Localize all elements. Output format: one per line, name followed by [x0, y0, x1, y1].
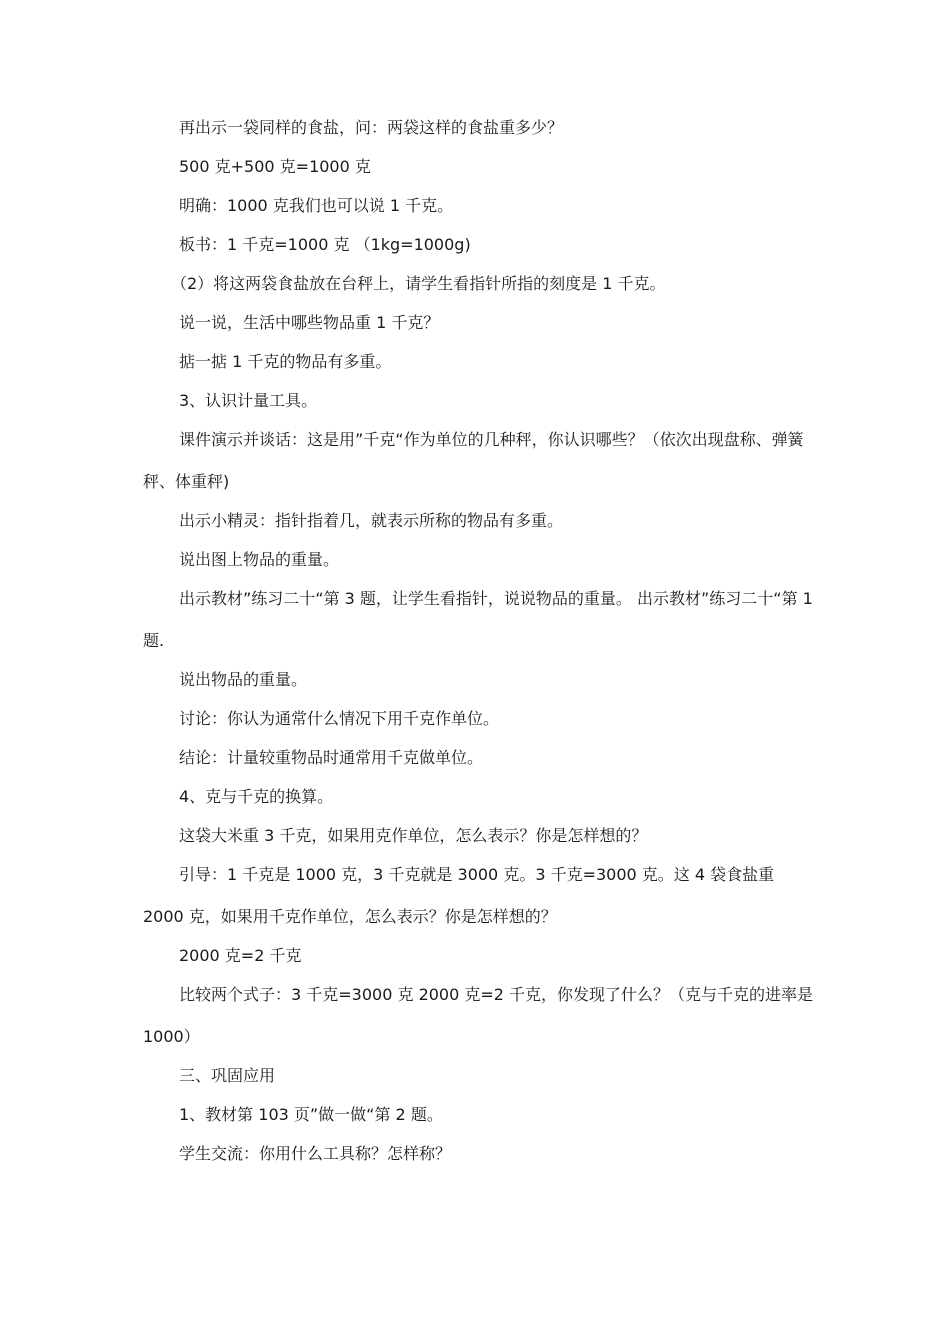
- paragraph: 课件演示并谈话：这是用”千克“作为单位的几种秤，你认识哪些？（依次出现盘称、弹簧秤、体重秤): [143, 430, 804, 491]
- paragraph: 结论：计量较重物品时通常用千克做单位。: [179, 748, 484, 767]
- paragraph: 讨论：你认为通常什么情况下用千克作单位。: [179, 709, 500, 728]
- paragraph: 比较两个式子：3 千克=3000 克 2000 克=2 千克，你发现了什么？（克与千克的进率是 1000）: [143, 985, 814, 1046]
- paragraph: 明确：1000 克我们也可以说 1 千克。: [179, 196, 454, 215]
- paragraph: （2）将这两袋食盐放在台秤上，请学生看指针所指的刻度是 1 千克。: [171, 274, 666, 293]
- paragraph: 再出示一袋同样的食盐，问：两袋这样的食盐重多少？: [179, 118, 564, 137]
- paragraph: 1、教材第 103 页”做一做“第 2 题。: [179, 1105, 443, 1124]
- document-body: [143, 118, 815, 1183]
- paragraph: 出示教材”练习二十“第 3 题，让学生看指针，说说物品的重量。 出示教材”练习二十“第 1 题.: [143, 589, 813, 650]
- paragraph: 出示小精灵：指针指着几，就表示所称的物品有多重。: [179, 511, 564, 530]
- paragraph: 说一说，生活中哪些物品重 1 千克？: [179, 313, 440, 332]
- paragraph: 学生交流：你用什么工具称？怎样称？: [179, 1144, 452, 1163]
- paragraph: 2000 克=2 千克: [179, 946, 302, 965]
- section-heading: 4、克与千克的换算。: [179, 787, 334, 806]
- paragraph: 板书：1 千克=1000 克 （1kg=1000g): [179, 235, 471, 254]
- section-heading: 3、认识计量工具。: [179, 391, 318, 410]
- paragraph: 500 克+500 克=1000 克: [179, 157, 371, 176]
- section-heading: 三、巩固应用: [179, 1066, 276, 1085]
- paragraph: 这袋大米重 3 千克，如果用克作单位，怎么表示？你是怎样想的？: [179, 826, 648, 845]
- paragraph: 说出物品的重量。: [179, 670, 308, 689]
- paragraph: 掂一掂 1 千克的物品有多重。: [179, 352, 392, 371]
- paragraph: 说出图上物品的重量。: [179, 550, 340, 569]
- paragraph: 引导：1 千克是 1000 克，3 千克就是 3000 克。3 千克=3000 克。这 4 袋食盐重 2000 克，如果用千克作单位，怎么表示？你是怎样想的？: [143, 865, 775, 926]
